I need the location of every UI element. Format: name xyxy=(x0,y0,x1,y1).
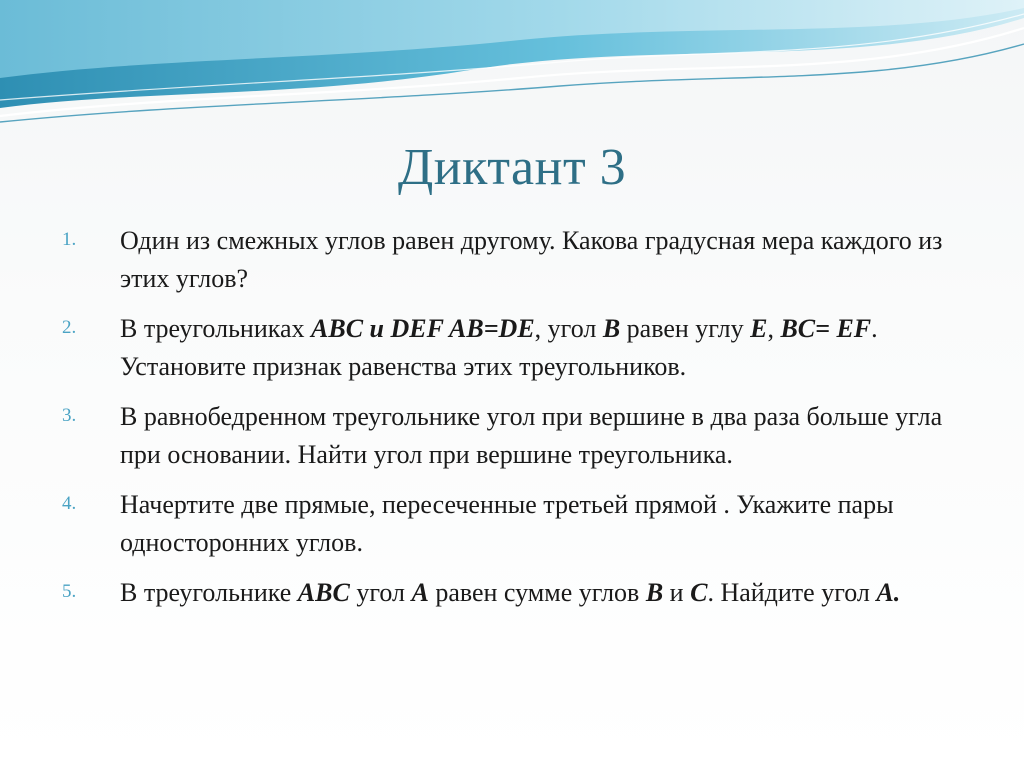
question-text-run: , xyxy=(767,314,781,343)
question-text xyxy=(120,486,962,562)
math-notation: B xyxy=(602,314,621,343)
question-item xyxy=(62,310,962,386)
math-notation: A xyxy=(411,578,429,607)
math-notation: B xyxy=(645,578,664,607)
question-number: 5. xyxy=(62,581,77,602)
question-text-run: и xyxy=(663,578,691,607)
math-notation: E xyxy=(750,314,768,343)
question-number: 4. xyxy=(62,493,77,514)
question-text-run: , угол xyxy=(534,314,603,343)
question-text-run: В треугольнике xyxy=(120,578,298,607)
dictation-question-list xyxy=(62,222,962,624)
question-text xyxy=(120,310,962,386)
question-text-run: Один из смежных углов равен другому. Какова градусная мера каждого из этих углов? xyxy=(120,226,943,293)
wave-decoration xyxy=(0,0,1024,130)
question-text xyxy=(120,398,962,474)
math-notation: ABC и DEF AB=DE xyxy=(311,314,535,343)
question-item xyxy=(62,222,962,298)
question-text-run: . Установите признак равенства этих треугольников. xyxy=(120,314,878,381)
math-notation: A. xyxy=(876,578,901,607)
math-notation: C xyxy=(690,578,708,607)
math-notation: BC= EF xyxy=(780,314,872,343)
question-number: 3. xyxy=(62,405,77,426)
question-text-run: В равнобедренном треугольнике угол при вершине в два раза больше угла при основании. Найти угол при вершине треугольника. xyxy=(120,402,943,469)
question-text-run: угол xyxy=(349,578,412,607)
question-text-run: Начертите две прямые, пересеченные третьей прямой . Укажите пары односторонних углов. xyxy=(120,490,894,557)
question-item xyxy=(62,486,962,562)
math-notation: ABC xyxy=(297,578,350,607)
question-text xyxy=(120,574,900,612)
question-text-run: равен углу xyxy=(620,314,751,343)
question-text xyxy=(120,222,962,298)
question-number: 1. xyxy=(62,229,77,250)
question-item xyxy=(62,398,962,474)
question-text-run: . Найдите угол xyxy=(707,578,877,607)
question-item xyxy=(62,574,962,612)
question-text-run: В треугольниках xyxy=(120,314,312,343)
question-number: 2. xyxy=(62,317,77,338)
slide-title: Диктант 3 xyxy=(397,139,627,196)
question-text-run: равен сумме углов xyxy=(428,578,646,607)
